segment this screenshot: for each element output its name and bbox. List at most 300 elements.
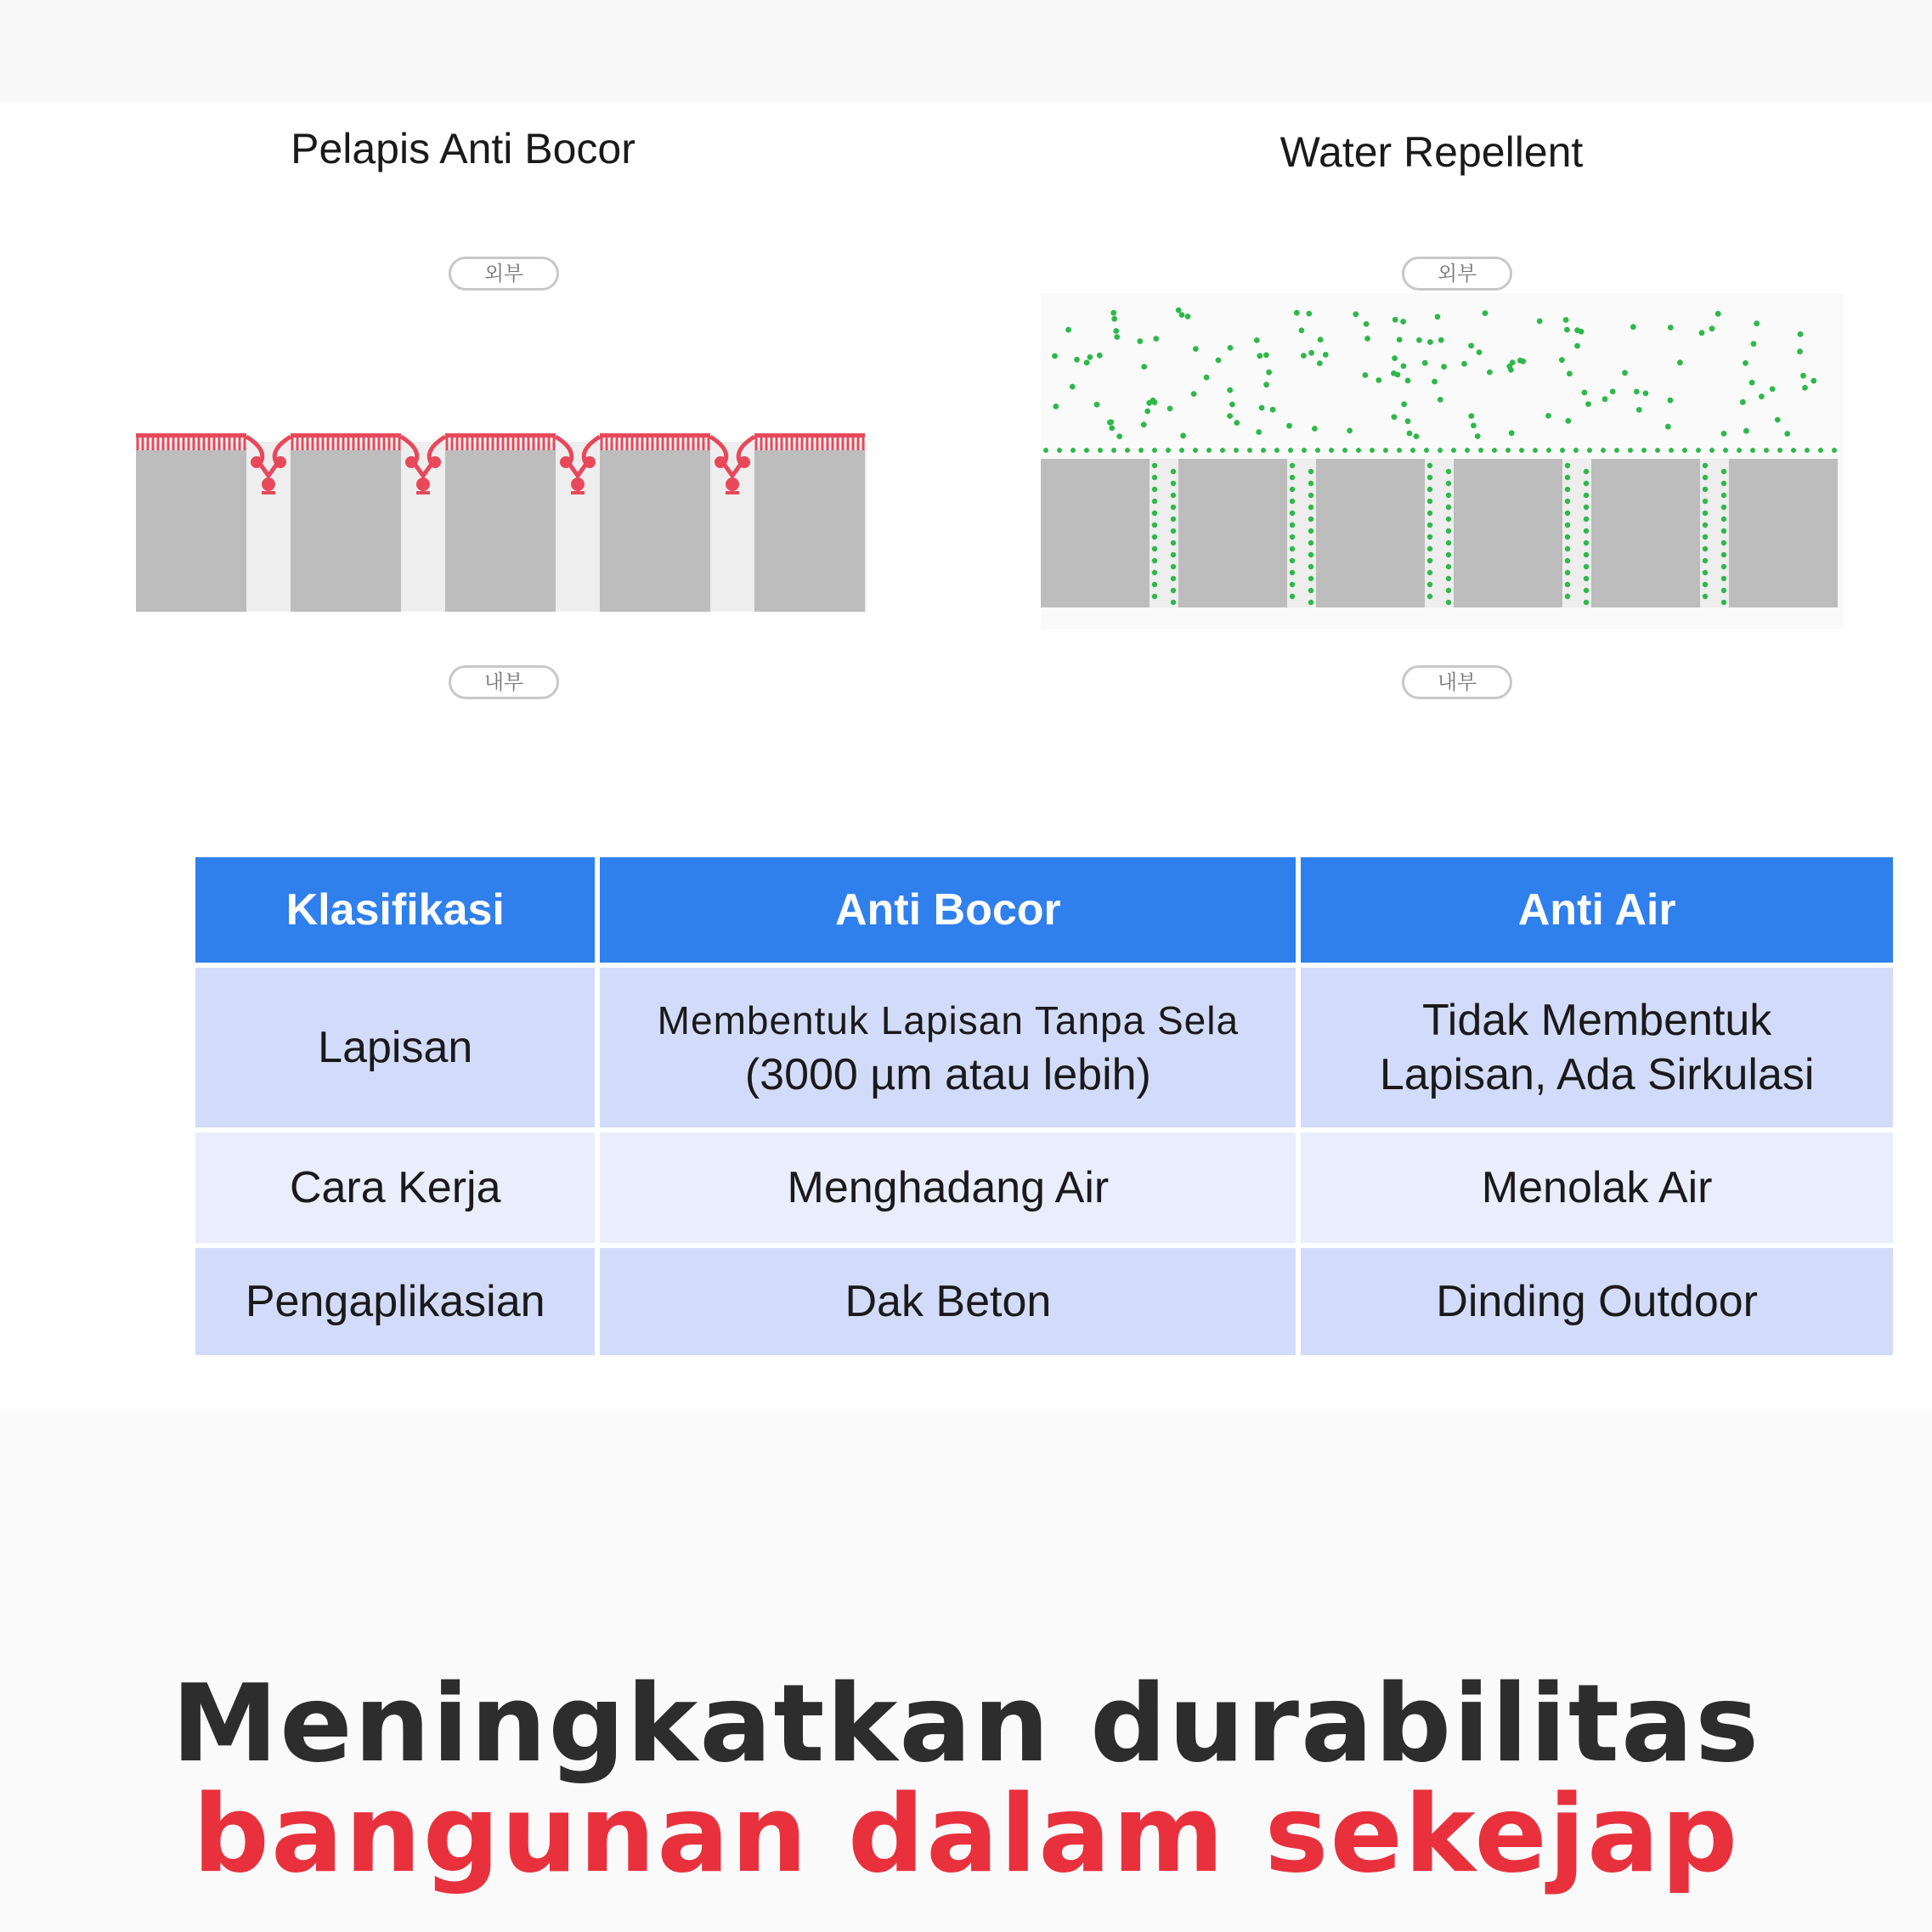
water-droplet [1308, 528, 1313, 534]
water-droplet [1071, 448, 1076, 453]
water-droplet [1668, 325, 1674, 330]
water-droplet [1401, 401, 1407, 407]
row-label: Cara Kerja [195, 1133, 595, 1243]
water-droplet [1053, 404, 1059, 410]
water-droplet [1565, 487, 1570, 492]
water-droplet [1751, 341, 1757, 347]
water-droplet [1703, 487, 1708, 492]
water-droplet [1703, 499, 1708, 504]
water-droplet [1721, 431, 1727, 437]
water-droplet [1777, 448, 1782, 453]
water-droplet [1152, 499, 1157, 504]
water-droplet [1290, 511, 1295, 516]
water-droplet [1565, 582, 1570, 587]
water-droplet [1308, 552, 1313, 557]
water-droplet [1505, 448, 1511, 453]
water-droplet [1302, 448, 1307, 453]
coating-film [291, 433, 401, 438]
water-droplet [1703, 511, 1708, 516]
water-droplet [1770, 387, 1776, 393]
water-droplet [1465, 448, 1470, 453]
concrete-block [291, 450, 401, 612]
water-droplet [1508, 367, 1514, 373]
water-droplet [1721, 493, 1726, 498]
water-droplet [1584, 469, 1589, 474]
water-droplet [1438, 397, 1443, 403]
coating-node [429, 456, 441, 468]
water-droplet [1446, 576, 1451, 581]
water-droplet [1308, 576, 1313, 581]
water-droplet [1487, 370, 1493, 376]
water-droplet [1234, 448, 1239, 453]
water-droplet [1682, 448, 1687, 453]
water-droplet [1750, 448, 1755, 453]
water-droplet [1043, 448, 1048, 453]
water-droplet [1290, 582, 1295, 587]
water-droplet [1630, 324, 1636, 330]
water-droplet [1759, 393, 1765, 399]
water-droplet [1152, 448, 1157, 453]
water-droplet [1171, 493, 1176, 498]
water-droplet [1152, 546, 1157, 551]
water-droplet [1438, 448, 1443, 453]
water-droplet [1094, 402, 1100, 408]
water-droplet [1363, 372, 1369, 378]
headline-line-2: bangunan dalam sekejap [192, 1771, 1740, 1896]
water-droplet [1179, 312, 1185, 318]
water-droplet [1171, 600, 1176, 605]
water-droplet [1709, 448, 1715, 453]
water-droplet [1441, 364, 1447, 370]
water-droplet [1150, 398, 1156, 404]
coating-node [584, 456, 596, 468]
water-droplet [1422, 360, 1428, 366]
water-droplet [1144, 409, 1150, 415]
cell-line: (3000 µm atau lebih) [744, 1050, 1151, 1099]
water-droplet [1290, 594, 1295, 599]
water-droplet [1206, 448, 1212, 453]
water-droplet [1579, 329, 1585, 335]
water-droplet [1414, 433, 1420, 439]
water-droplet [1446, 564, 1451, 569]
water-droplet [1171, 540, 1176, 545]
water-droplet [1176, 308, 1182, 314]
water-droplet [1353, 311, 1359, 317]
water-droplet [1643, 391, 1649, 397]
water-droplet [1715, 311, 1721, 317]
water-droplet [1318, 336, 1324, 342]
water-droplet [1270, 407, 1276, 413]
water-droplet [1308, 600, 1313, 605]
water-droplet [1584, 505, 1589, 510]
table-header-row [195, 857, 1893, 963]
water-droplet [1492, 448, 1497, 453]
water-droplet [1376, 377, 1381, 383]
water-droplet [1628, 448, 1633, 453]
water-droplet [1308, 517, 1313, 522]
water-droplet [1832, 448, 1837, 453]
water-droplet [1191, 391, 1197, 397]
coating-node [571, 477, 585, 491]
water-droplet [1565, 523, 1570, 528]
concrete-block [754, 450, 865, 612]
water-droplet [1584, 552, 1589, 557]
water-droplet [1665, 424, 1671, 430]
water-droplet [1152, 523, 1157, 528]
water-droplet [1723, 448, 1728, 453]
water-droplet [1290, 463, 1295, 468]
water-droplet [1610, 389, 1616, 395]
water-droplet [1228, 345, 1234, 351]
anti-bocor-diagram [136, 425, 884, 629]
coating-node [262, 477, 275, 491]
water-droplet [1397, 337, 1403, 343]
water-droplet [1393, 317, 1398, 323]
water-droplet [1468, 343, 1474, 349]
cell-anti-bocor: Menghadang Air [600, 1133, 1296, 1243]
cell-line: Membentuk Lapisan Tanpa Sela [657, 998, 1240, 1042]
water-droplet [1098, 448, 1103, 453]
water-droplet [1798, 331, 1804, 337]
water-droplet [1290, 534, 1295, 539]
water-droplet [1446, 588, 1451, 593]
header-anti-bocor: Anti Bocor [600, 857, 1296, 963]
water-droplet [1405, 418, 1411, 424]
water-droplet [1125, 448, 1130, 453]
water-droplet [1317, 360, 1323, 366]
water-droplet [1446, 540, 1451, 545]
water-droplet [1696, 448, 1701, 453]
water-droplet [1468, 413, 1474, 419]
water-droplet [1427, 594, 1432, 599]
water-droplet [1565, 570, 1570, 575]
water-droplet [1565, 418, 1571, 424]
water-droplet [1721, 505, 1726, 510]
water-droplet [1347, 428, 1353, 434]
water-droplet [1743, 360, 1748, 366]
water-droplet [1721, 528, 1726, 534]
water-droplet [1052, 353, 1058, 359]
coating-film [600, 433, 710, 438]
water-droplet [1141, 364, 1147, 370]
water-droplet [1446, 552, 1451, 557]
water-droplet [1709, 325, 1715, 331]
water-droplet [1565, 475, 1570, 480]
water-droplet [1721, 469, 1726, 474]
water-droplet [1416, 337, 1422, 343]
water-droplet [1564, 327, 1570, 333]
water-droplet [1179, 448, 1184, 453]
water-droplet [1152, 463, 1157, 468]
water-droplet [1721, 600, 1726, 605]
water-droplet [1097, 353, 1103, 359]
table-row [195, 1248, 1893, 1355]
cell-line: Tidak Membentuk [1421, 996, 1772, 1045]
header-klasifikasi: Klasifikasi [195, 857, 595, 963]
water-droplet [1545, 413, 1551, 419]
cell-line: Lapisan, Ada Sirkulasi [1379, 1050, 1815, 1099]
cell-anti-bocor [600, 968, 1296, 1127]
water-droplet [1703, 570, 1708, 575]
row-label: Lapisan [195, 968, 595, 1127]
water-droplet [1308, 481, 1313, 486]
water-droplet [1290, 546, 1295, 551]
water-droplet [1152, 475, 1157, 480]
concrete-block [1041, 459, 1150, 607]
water-droplet [1446, 469, 1451, 474]
water-droplet [1110, 310, 1116, 316]
water-droplet [1308, 540, 1313, 545]
water-droplet [1703, 534, 1708, 539]
water-droplet [1152, 558, 1157, 563]
water-droplet [1306, 311, 1312, 317]
water-droplet [1107, 420, 1113, 426]
table-row [195, 968, 1893, 1127]
concrete-block [1178, 459, 1287, 607]
water-droplet [1299, 328, 1305, 334]
water-droplet [1703, 463, 1708, 468]
water-droplet [1743, 428, 1749, 434]
water-droplet [1668, 398, 1674, 404]
water-droplet [1565, 594, 1570, 599]
water-droplet [1721, 481, 1726, 486]
water-droplet [1084, 359, 1090, 365]
water-droplet [1721, 540, 1726, 545]
water-droplet [1699, 330, 1705, 336]
label-interior-right: 내부 [1402, 665, 1512, 699]
water-droplet [1483, 310, 1489, 316]
water-droplet [1234, 420, 1240, 426]
water-droplet [1584, 528, 1589, 534]
concrete-block [445, 450, 556, 612]
water-droplet [1432, 379, 1438, 385]
concrete-block [1316, 459, 1425, 607]
water-droplet [1669, 448, 1674, 453]
water-droplet [1137, 338, 1143, 344]
water-droplet [1315, 448, 1320, 453]
water-droplet [1584, 493, 1589, 498]
diagram-title-anti-bocor: Pelapis Anti Bocor [291, 125, 636, 172]
water-droplet [1152, 594, 1157, 599]
water-droplet [1471, 423, 1477, 429]
water-droplet [1400, 319, 1406, 325]
water-droplet [1266, 370, 1272, 376]
water-droplet [1383, 448, 1388, 453]
water-droplet [1171, 517, 1176, 522]
water-droplet [1308, 564, 1313, 569]
water-droplet [1533, 448, 1538, 453]
water-droplet [1152, 582, 1157, 587]
water-droplet [1220, 448, 1225, 453]
water-droplet [1573, 448, 1579, 453]
water-droplet [1204, 375, 1210, 381]
water-droplet [1563, 317, 1569, 323]
water-droplet [1427, 534, 1432, 539]
water-droplet [1216, 358, 1222, 364]
water-droplet [1721, 552, 1726, 557]
label-exterior-left: 외부 [449, 257, 559, 291]
water-droplet [1721, 588, 1726, 593]
water-droplet [1405, 378, 1411, 384]
water-droplet [1263, 353, 1269, 359]
water-droplet [1574, 343, 1580, 349]
water-droplet [1171, 576, 1176, 581]
water-droplet [1153, 336, 1159, 342]
water-droplet [1802, 385, 1808, 391]
water-droplet [1427, 463, 1432, 468]
water-droplet [1775, 417, 1781, 423]
water-droplet [1655, 448, 1660, 453]
water-droplet [1410, 448, 1415, 453]
water-droplet [1565, 511, 1570, 516]
water-droplet [1290, 475, 1295, 480]
coating-node [560, 456, 572, 468]
top-band [0, 0, 1932, 102]
water-droplet [1427, 511, 1432, 516]
water-droplet [1427, 339, 1433, 345]
water-droplet [1582, 390, 1588, 396]
water-droplet [1152, 570, 1157, 575]
water-droplet [1446, 528, 1451, 534]
water-droplet [1567, 370, 1573, 376]
row-label: Pengaplikasian [195, 1248, 595, 1355]
water-droplet [1274, 448, 1280, 453]
water-droplet [1427, 499, 1432, 504]
water-droplet [1301, 353, 1307, 359]
water-droplet [1084, 448, 1089, 453]
water-droplet [1475, 433, 1481, 439]
water-droplet [1478, 448, 1483, 453]
water-droplet [1308, 350, 1314, 356]
water-droplet [1584, 588, 1589, 593]
coating-film [445, 433, 556, 438]
water-droplet [1565, 534, 1570, 539]
water-droplet [1193, 448, 1198, 453]
water-droplet [1290, 499, 1295, 504]
water-droplet [1435, 314, 1441, 319]
water-droplet [1509, 430, 1515, 436]
water-droplet [1171, 505, 1176, 510]
water-droplet [1791, 448, 1796, 453]
water-droplet [1427, 558, 1432, 563]
water-droplet [1193, 346, 1199, 352]
water-droplet [1703, 558, 1708, 563]
water-droplet [1171, 528, 1176, 534]
water-droplet [1584, 576, 1589, 581]
water-droplet [1438, 337, 1444, 343]
water-droplet [1397, 448, 1402, 453]
water-droplet [1167, 406, 1173, 412]
water-droplet [1257, 353, 1263, 359]
water-droplet [1294, 310, 1300, 316]
concrete-block [1454, 459, 1562, 607]
water-droplet [1290, 487, 1295, 492]
water-droplet [1427, 475, 1432, 480]
water-droplet [1342, 448, 1347, 453]
concrete-block [136, 450, 246, 612]
water-droplet [1364, 336, 1370, 342]
water-droplet [1364, 321, 1370, 327]
water-droplet [1818, 448, 1823, 453]
water-droplet [1797, 348, 1803, 354]
water-droplet [1290, 523, 1295, 528]
water-droplet [1703, 582, 1708, 587]
water-droplet [1057, 448, 1062, 453]
water-droplet [1288, 448, 1293, 453]
water-droplet [1171, 552, 1176, 557]
water-droplet [1721, 564, 1726, 569]
headline-line-1: Meningkatkan durabilitas [171, 1661, 1761, 1786]
coating-node [416, 477, 430, 491]
water-droplet [1565, 558, 1570, 563]
coating-node [738, 456, 750, 468]
water-droplet [1370, 448, 1375, 453]
cell-anti-air [1301, 968, 1893, 1127]
water-droplet [1446, 517, 1451, 522]
water-droplet [1227, 413, 1233, 419]
water-droplet [1171, 481, 1176, 486]
water-droplet [1721, 576, 1726, 581]
concrete-block [600, 450, 710, 612]
water-droplet [1152, 511, 1157, 516]
water-droplet [1261, 448, 1266, 453]
water-droplet [1446, 481, 1451, 486]
water-droplet [1703, 594, 1708, 599]
water-droplet [1565, 463, 1570, 468]
water-droplet [1087, 354, 1093, 360]
water-repellent-diagram [1041, 293, 1848, 629]
table-row [195, 1133, 1893, 1243]
water-droplet [1602, 396, 1608, 402]
water-droplet [1740, 399, 1746, 405]
water-droplet [1584, 481, 1589, 486]
water-droplet [1427, 523, 1432, 528]
water-droplet [1171, 588, 1176, 593]
concrete-block [1729, 459, 1838, 607]
water-droplet [1584, 540, 1589, 545]
cell-anti-bocor: Dak Beton [600, 1248, 1296, 1355]
water-droplet [1721, 517, 1726, 522]
water-droplet [1560, 448, 1565, 453]
water-droplet [1427, 487, 1432, 492]
water-droplet [1138, 448, 1144, 453]
water-droplet [1254, 337, 1260, 343]
water-droplet [1329, 448, 1334, 453]
water-droplet [1109, 426, 1115, 432]
water-droplet [1446, 493, 1451, 498]
water-droplet [1392, 355, 1398, 361]
water-droplet [1356, 448, 1361, 453]
coating-node [715, 456, 726, 468]
water-droplet [1584, 600, 1589, 605]
water-droplet [1477, 349, 1483, 355]
water-droplet [1800, 373, 1806, 379]
cell-anti-air: Menolak Air [1301, 1133, 1893, 1243]
water-droplet [1641, 448, 1647, 453]
coating-film [136, 433, 246, 438]
water-droplet [1584, 564, 1589, 569]
water-droplet [1517, 358, 1523, 364]
header-anti-air: Anti Air [1301, 857, 1893, 963]
diagram-title-water-repellent: Water Repellent [1280, 128, 1584, 176]
water-droplet [1703, 523, 1708, 528]
water-droplet [1401, 364, 1407, 370]
water-droplet [1290, 570, 1295, 575]
water-droplet [1446, 600, 1451, 605]
water-droplet [1636, 407, 1642, 413]
water-droplet [1427, 546, 1432, 551]
water-droplet [1286, 423, 1292, 429]
